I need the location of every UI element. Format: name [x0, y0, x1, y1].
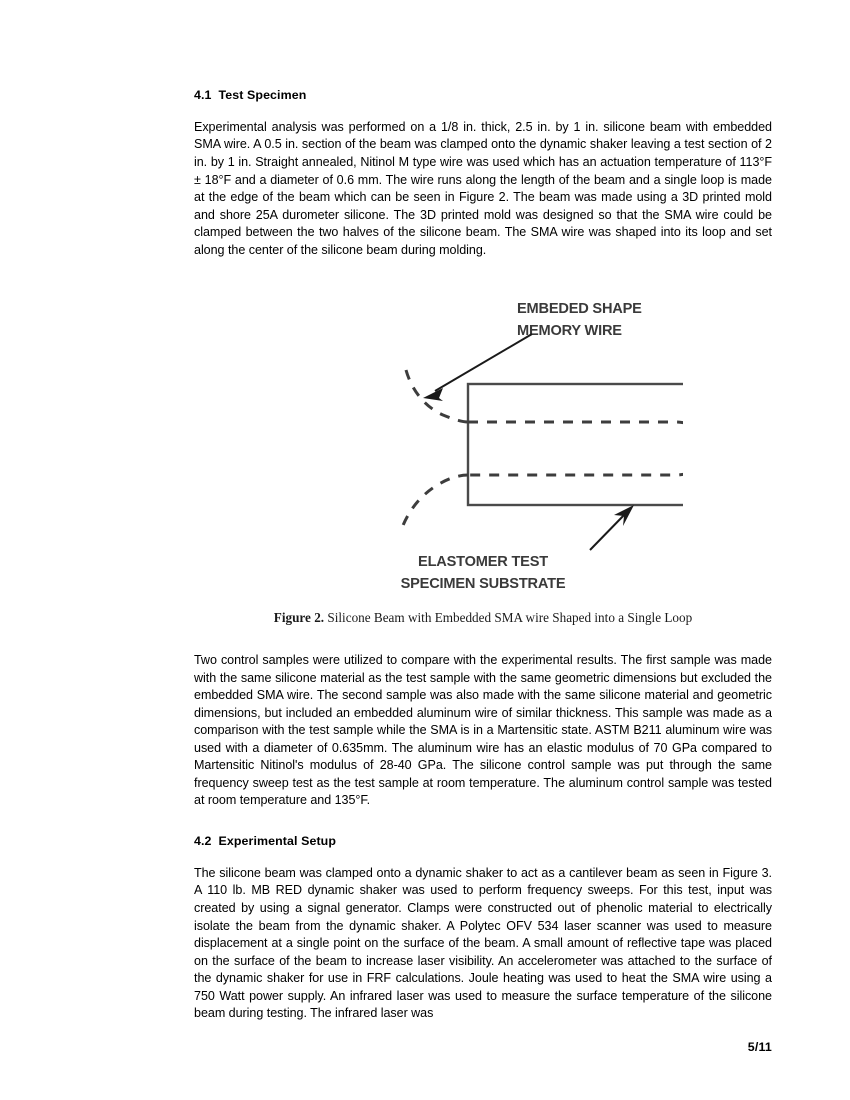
paragraph-control-samples: Two control samples were utilized to compare with the experimental results. The first sample was made with the same silicone material as the test sample with the same geometric dimensions but excluded the embedded SMA wire. The second sample was also made with the same silicone material and geometric dimensions, but included an embedded aluminum wire of similar thickness. This sample was made as a comparison with the test sample while the SMA is in a Martensitic state. ASTM B211 aluminum wire was used with a diameter of 0.635mm. The aluminum wire has an elastic modulus of 70 GPa compared to Martensitic Nitinol's modulus of 28-40 GPa. The silicone control sample was put through the same frequency sweep test as the test sample at room temperature. The aluminum control sample was tested at room temperature and 135°F. — [194, 653, 772, 808]
section-control-samples — [194, 652, 772, 810]
heading-title: Experimental Setup — [218, 834, 337, 848]
heading-number: 4.2 — [194, 834, 212, 848]
label-substrate-line1: ELASTOMER TEST — [418, 554, 548, 570]
leader-arrow-substrate — [590, 505, 634, 550]
heading-test-specimen — [194, 88, 772, 103]
wire-tail-lower — [402, 475, 468, 528]
paragraph-test-specimen: Experimental analysis was performed on a 1/8 in. thick, 2.5 in. by 1 in. silicone beam with embedded SMA wire. A 0.5 in. section of the beam was clamped onto the dynamic shaker leaving a test section of 2 in. by 1 in. Straight annealed, Nitinol M type wire was used which has an actuation temperature of 113°F ± 18°F and a diameter of 0.6 mm. The wire runs along the length of the beam and a single loop is made at the edge of the beam which can be seen in Figure 2. The beam was made using a 3D printed mold and shore 25A durometer silicone. The 3D printed mold was designed so that the SMA wire could be clamped between the two halves of the silicone beam. The SMA wire was shaped into its loop and set along the center of the silicone beam during molding. — [194, 119, 772, 257]
figure-caption-label: Figure 2. — [273, 610, 325, 625]
figure-2-diagram — [283, 288, 683, 608]
figure-caption-text: Silicone Beam with Embedded SMA wire Shaped into a Single Loop — [324, 610, 693, 625]
section-test-specimen — [194, 88, 772, 259]
heading-experimental-setup — [194, 834, 772, 849]
heading-number: 4.1 — [194, 88, 212, 102]
substrate-rectangle — [468, 384, 683, 505]
label-memory-wire-line1: EMBEDED SHAPE — [517, 301, 642, 317]
paragraph-experimental-setup: The silicone beam was clamped onto a dynamic shaker to act as a cantilever beam as seen in Figure 3. A 110 lb. MB RED dynamic shaker was used to perform frequency sweeps. For this test, input was created by using a signal generator. Clamps were constructed out of phenolic material to electrically isolate the beam from the dynamic shaker. A Polytec OFV 534 laser scanner was used to measure displacement at a single point on the surface of the beam. A small amount of reflective tape was placed on the surface of the beam to increase laser visibility. An accelerometer was attached to the surface of the dynamic shaker for use in FRF calculations. Joule heating was used to heat the SMA wire using a 750 Watt power supply. An infrared laser was used to measure the surface temperature of the silicone beam during testing. The infrared laser was — [194, 865, 772, 1021]
label-substrate-line2: SPECIMEN SUBSTRATE — [400, 576, 566, 592]
label-memory-wire-line2: MEMORY WIRE — [517, 323, 622, 339]
section-experimental-setup — [194, 834, 772, 1023]
figure-2 — [194, 288, 772, 640]
figure-2-caption — [194, 610, 772, 626]
page-number: 5/11 — [747, 1040, 772, 1054]
heading-title: Test Specimen — [218, 88, 307, 102]
